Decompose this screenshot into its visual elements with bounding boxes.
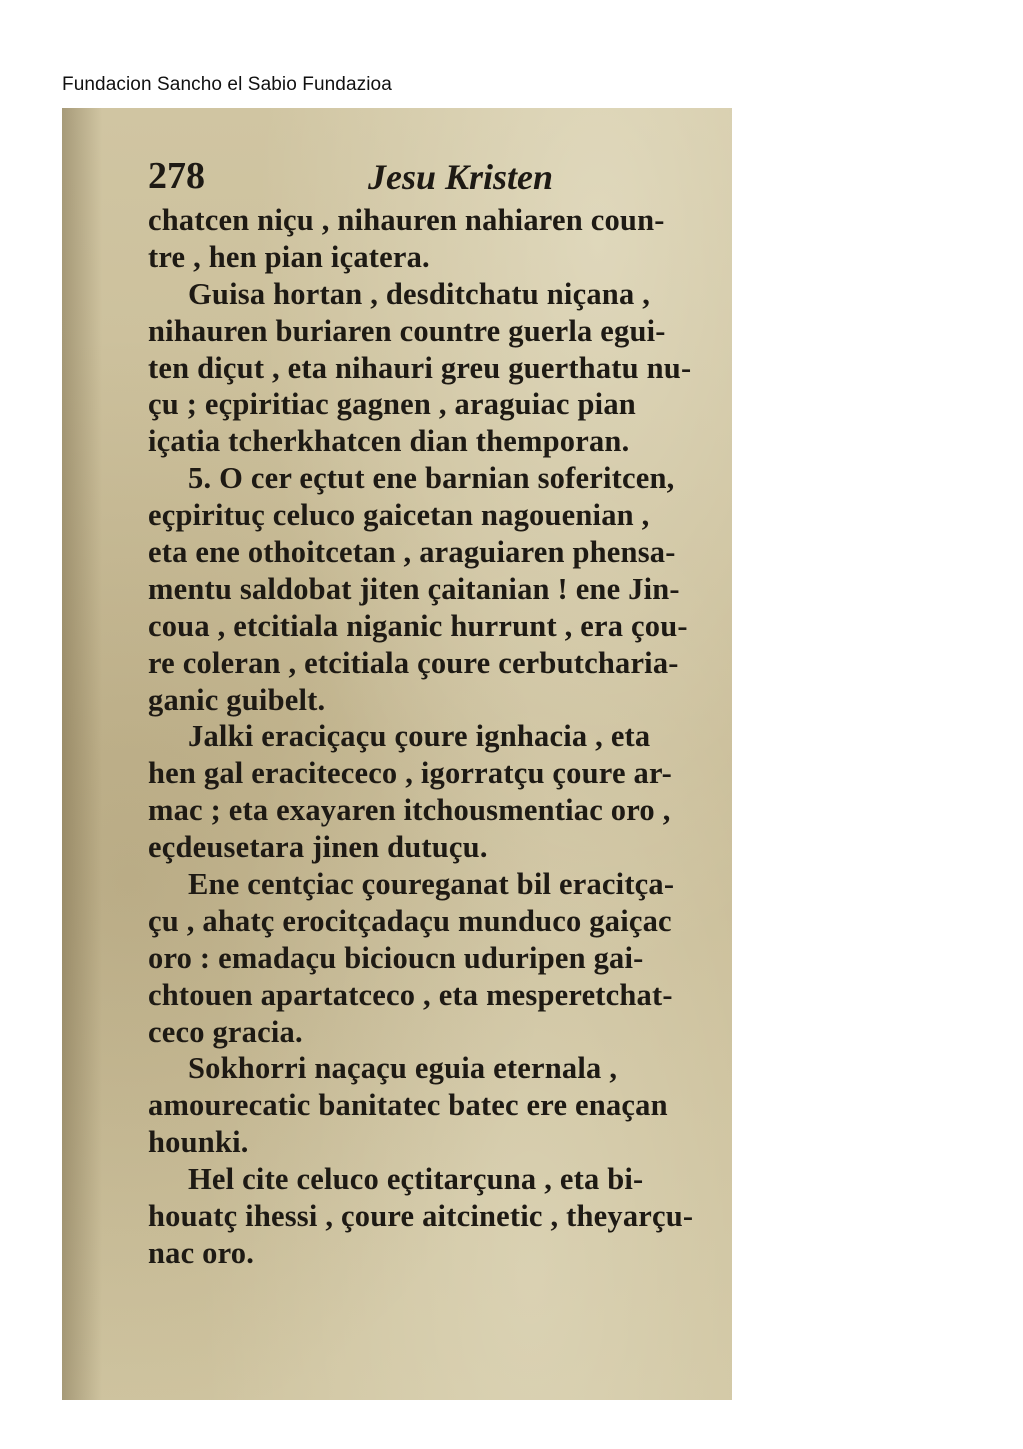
text-line: re coleran , etcitiala çoure cerbutcharia- bbox=[148, 645, 679, 680]
text-line: ten diçut , eta nihauri greu guerthatu nu- bbox=[148, 350, 692, 385]
text-line: içatia tcherkhatcen dian themporan. bbox=[148, 424, 630, 459]
text-line: Guisa hortan , desditchatu niçana , bbox=[188, 276, 651, 311]
text-line: Sokhorri naçaçu eguia eternala , bbox=[188, 1051, 618, 1086]
text-line: çu ; eçpiritiac gagnen , araguiac pian bbox=[148, 387, 636, 422]
body-text bbox=[148, 202, 732, 1272]
text-line: 5. O cer eçtut ene barnian soferitcen, bbox=[188, 461, 675, 496]
text-line: coua , etcitiala niganic hurrunt , era çou- bbox=[148, 608, 688, 643]
text-line: nac oro. bbox=[148, 1235, 255, 1270]
text-line: mentu saldobat jiten çaitanian ! ene Jin- bbox=[148, 571, 680, 606]
text-line: eta ene othoitcetan , araguiaren phensa- bbox=[148, 535, 676, 570]
text-line: tre , hen pian içatera. bbox=[148, 239, 430, 274]
text-line: ceco gracia. bbox=[148, 1014, 303, 1049]
page-header bbox=[148, 154, 668, 204]
text-line: chatcen niçu , nihauren nahiaren coun- bbox=[148, 203, 665, 237]
text-line: eçdeusetara jinen dutuçu. bbox=[148, 830, 488, 865]
text-line: hounki. bbox=[148, 1125, 249, 1160]
text-line: Jalki eraciçaçu çoure ignhacia , eta bbox=[188, 719, 651, 754]
text-line: eçpirituç celuco gaicetan nagouenian , bbox=[148, 498, 650, 533]
text-line: nihauren buriaren countre guerla egui- bbox=[148, 313, 666, 348]
text-line: oro : emadaçu bicioucn uduripen gai- bbox=[148, 940, 644, 975]
text-line: chtouen apartatceco , eta mesperetchat- bbox=[148, 977, 673, 1012]
header-credit: Fundacion Sancho el Sabio Fundazioa bbox=[62, 74, 392, 95]
text-line: hen gal eracitececo , igorratçu çoure ar- bbox=[148, 756, 672, 791]
text-line: ganic guibelt. bbox=[148, 682, 326, 717]
text-line: Ene centçiac çoureganat bil eracitça- bbox=[188, 867, 675, 902]
text-line: houatç ihessi , çoure aitcinetic , theyarçu- bbox=[148, 1199, 694, 1234]
page-number: 278 bbox=[148, 155, 205, 197]
scanned-page bbox=[62, 108, 732, 1400]
text-line: çu , ahatç erocitçadaçu munduco gaiçac bbox=[148, 903, 672, 938]
text-line: mac ; eta exayaren itchousmentiac oro , bbox=[148, 793, 671, 828]
text-line: Hel cite celuco eçtitarçuna , eta bi- bbox=[188, 1162, 644, 1197]
running-title: Jesu Kristen bbox=[368, 157, 554, 197]
text-line: amourecatic banitatec batec ere enaçan bbox=[148, 1088, 668, 1123]
